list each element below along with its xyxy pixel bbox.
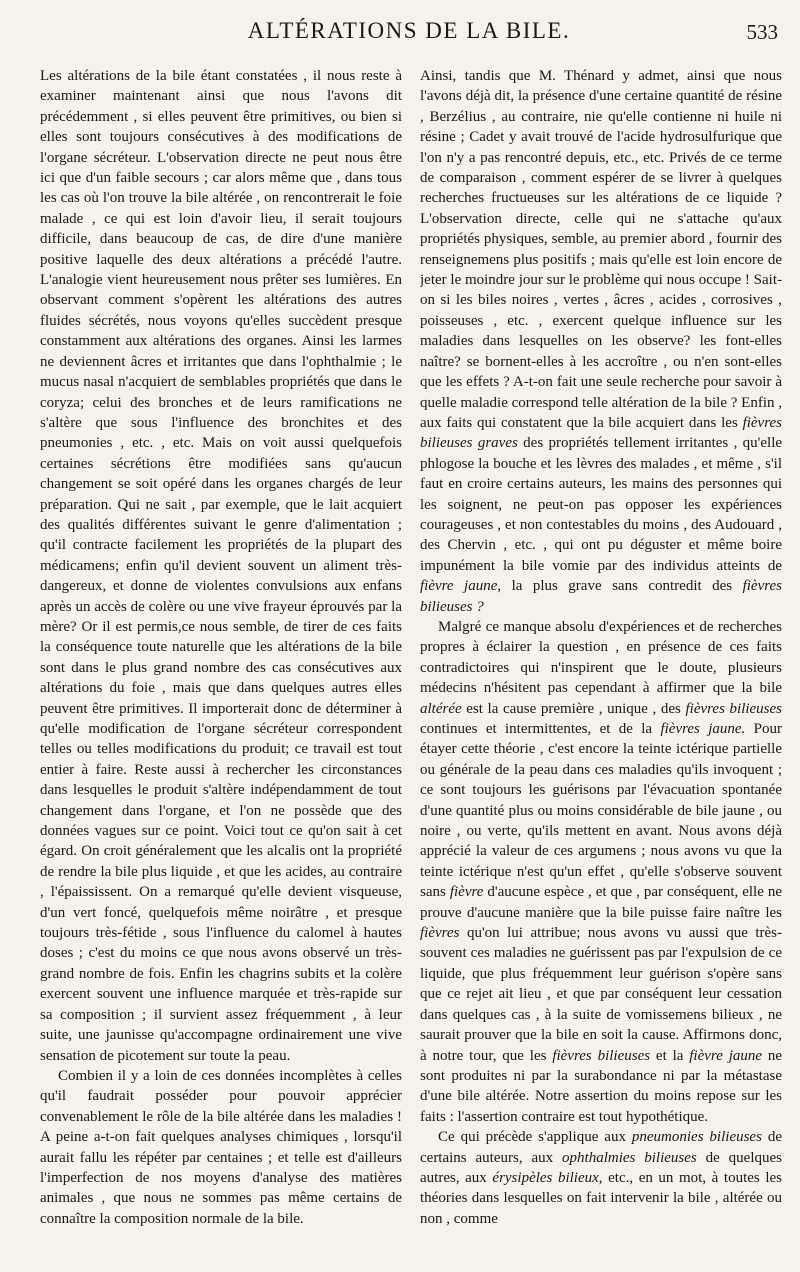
italic-term: érysipèles bilieux <box>492 1169 599 1186</box>
right-paragraph-1 <box>420 66 782 617</box>
italic-term: fièvre <box>449 884 484 901</box>
text-run: Pour étayer cette théorie , c'est encore la teinte ictérique partielle ou générale de la peau dans ces maladies qu'ils invoquent ; ce sont toujours les guérisons par l'évacuation spontanée d'une quantité plus ou moins considérable de bile jaune , ou noire , ou verte, qu'ils mettent en avant. Nous avons déjà apprécié la valeur de ces argumens ; nous avons vu que la teinte ictérique n'est qu'un effet , qu'elle s'observe souvent sans <box>420 721 782 901</box>
text-run: Ainsi, tandis que M. Thénard y admet, ainsi que nous l'avons déjà dit, la présence d'une certaine quantité de résine , Berzélius , au contraire, nie qu'elle contienne ni huile ni résine ; Cadet y avait trouvé de l'acide hydrosulfurique que l'on n'y a pas rencontré depuis, etc., etc. Privés de ce terme de comparaison , comment espérer de se livrer à quelques recherches fructueuses sur les altérations de ce liquide ? L'observation directe, celle qui ne s'attache qu'aux propriétés physiques, semble, au premier abord , fournir des renseignemens plus positifs ; mais qu'elle est loin encore de jeter le moindre jour sur le problème qui nous occupe ! Sait-on si les biles noires , vertes , âcres , acides , corrosives , poisseuses , etc. , exercent quelque influence sur les maladies dans lesquelles on les observe? les font-elles naître? se bornent-elles à les accroître , ou n'en sont-elles que les effets ? A-t-on fait une seule recherche pour savoir à quelle maladie correspond telle altération de la bile ? Enfin , aux faits qui constatent que la bile acquiert dans les <box>420 68 782 431</box>
text-run: de certains auteurs, aux <box>420 1129 782 1166</box>
text-run: de quelques autres, aux <box>420 1149 782 1186</box>
text-run: Ce qui précède s'applique aux <box>438 1129 626 1146</box>
left-paragraph-1: Les altérations de la bile étant constatées , il nous reste à examiner maintenant ainsi que nous l'avons dit précédemment , si elles peuvent être primitives, ou bien si elles sont toujours consécutives à des modifications de l'organe sécréteur. L'observation directe ne peut nous être ici que d'un faible secours ; car alors même que , dans tous les cas où l'on trouve la bile altérée , on rencontrerait le foie malade , ce qui est loin d'avoir lieu, il serait toujours difficile, dans beaucoup de cas, de dire d'une manière positive laquelle des deux altérations a précédé l'autre. L'analogie vient heureusement nous prêter ses lumières. En observant comment s'opèrent les altérations des autres fluides sécrétés, nous voyons qu'elles succèdent presque constamment aux altérations des organes. Ainsi les larmes ne deviennent âcres et irritantes que dans l'ophthalmie ; le mucus nasal n'acquiert de semblables propriétés que dans le coryza; celui des bronches et de leurs ramifications ne s'altère que sous l'influence des bronchites et des pneumonies , etc. , etc. Mais on voit aussi quelquefois certaines sécrétions être modifiées sans qu'aucun changement se soit opéré dans les organes chargés de leur préparation. Qui ne sait , par exemple, que le lait acquiert des qualités différentes suivant le genre d'alimentation ; qu'il contracte facilement les propriétés de la plupart des médicamens; enfin qu'il devient souvent un aliment très-dangereux, et donne de violentes convulsions aux enfans après un accès de colère ou une vive frayeur éprouvés par la mère? Or il est permis,ce nous semble, de tirer de ces faits la conséquence toute naturelle que les altérations de la bile sont dans le plus grand nombre des cas consécutives aux altérations du foie , mais que dans quelques autres elles peuvent être primitives. Il importerait donc de déterminer à qu'elle modification de l'organe sécréteur correspondent telles ou telles modifications du produit; ce travail est tout entier à faire. Reste aussi à rechercher les circonstances dans lesquelles le produit s'altère indépendamment de tout changement dans l'organe, et l'on ne possède que des données vagues sur ce point. Voici tout ce qu'on sait à cet égard. On croit généralement que les alcalis ont la propriété de rendre la bile plus liquide , et que les acides, au contraire , l'épaississent. On a remarqué qu'elle devient visqueuse, d'un vert foncé, quelquefois même noirâtre , et presque toujours très-fétide , sous l'influence du calomel à hautes doses ; c'est du moins ce que nous avons observé un très-grand nombre de fois. Enfin les chagrins subits et la colère exercent souvent une influence marquée et très-rapide sur sa composition ; il survient assez fréquemment , à leur suite, une jaunisse qu'accompagne ordinairement une vive sensation de picotement sur toute la peau. <box>40 68 402 1064</box>
text-run: qu'on lui attribue; nous avons vu aussi que très-souvent ces maladies ne guérissent pas par l'expulsion de ce liquide, que plus fréquemment leur guérison s'opère sans que ce rejet ait lieu , et que par conséquent leur cessation dans quelques cas , à la suite de vomissemens bilieux , ne saurait prouver que la bile en soit la cause. Affirmons donc, à notre tour, que les <box>420 925 782 1064</box>
text-run: , etc., en un mot, à toutes les théories dans lesquelles on fait intervenir la bile , altérée ou non , comme <box>420 1169 782 1227</box>
text-run: des propriétés tellement irritantes , qu'elle phlogose la bouche et les lèvres des malades , et même , s'il faut en croire certains auteurs, les mains des personnes qui les soignent, ne peut-on pas opposer les expériences courageuses , et non contestables du moins , des Audouard , des Chervin , etc. , qui ont pu déguster et même boire impunément la bile vomie par des individus atteints de <box>420 435 782 574</box>
italic-term: fièvres bilieuses ? <box>420 578 782 615</box>
text-run: d'aucune espèce , et que , par conséquent, elle ne prouve d'aucune manière que la bile puisse faire naître les <box>420 884 782 921</box>
page-title: ALTÉRATIONS DE LA BILE. <box>247 18 571 43</box>
text-run: continues et intermittentes, et de la <box>420 721 653 737</box>
running-head <box>40 18 778 52</box>
right-paragraph-3 <box>420 1127 782 1229</box>
text-run: Malgré ce manque absolu d'expériences et de recherches propres à éclairer la question , en présence de ces faits contradictoires qui n'inspirent que le doute, plusieurs médecins n'hésitent pas cependant à affirmer que la bile <box>420 618 782 697</box>
italic-term: fièvres <box>420 925 460 942</box>
italic-term: fièvres bilieuses <box>685 700 782 717</box>
text-run: et la <box>655 1047 684 1064</box>
left-column <box>40 66 402 1264</box>
italic-term: fièvre jaune <box>689 1047 763 1064</box>
italic-term: fièvres bilieuses <box>552 1047 651 1064</box>
text-run: , la plus grave sans contredit des <box>497 578 733 595</box>
right-column <box>420 66 782 1264</box>
italic-term: fièvres jaune. <box>660 721 746 737</box>
italic-term: fièvre jaune <box>420 578 498 595</box>
italic-term: altérée <box>420 700 462 717</box>
italic-term: ophthalmies bilieuses <box>562 1149 697 1166</box>
italic-term: fièvres bilieuses graves <box>420 414 782 452</box>
page-number: 533 <box>746 20 778 44</box>
text-columns <box>40 66 782 1264</box>
right-paragraph-2 <box>420 617 782 1127</box>
italic-term: pneumonies bilieuses <box>631 1129 762 1146</box>
text-run: est la cause première , unique , des <box>466 700 681 717</box>
text-run: ne sont produites ni par la surabondance ni par la métastase d'une bile altérée. Notre assertion du moins repose sur les faits : l'assertion contraire est tout hypothétique. <box>420 1047 782 1125</box>
left-paragraph-2: Combien il y a loin de ces données incomplètes à celles qu'il faudrait posséder pour pouvoir apprécier convenablement le rôle de la bile altérée dans les maladies ! A peine a-t-on fait quelques analyses chimiques , lorsqu'il aurait fallu les répéter par centaines ; et telle est d'ailleurs l'imperfection de nos moyens d'analyse des matières animales , que nous ne sommes pas même certains de connaître la composition normale de la bile. <box>40 1067 402 1227</box>
